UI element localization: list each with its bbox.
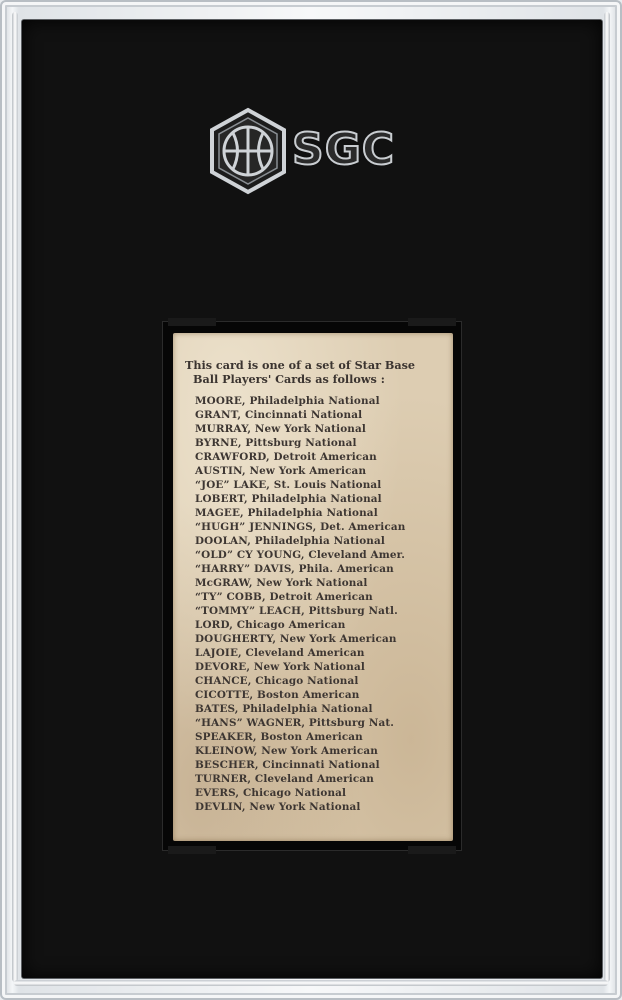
player-entry: DEVLIN, New York National bbox=[195, 801, 361, 813]
holder-tab bbox=[408, 318, 456, 326]
sgc-wordmark: SGC bbox=[292, 124, 396, 175]
player-entry: DEVORE, New York National bbox=[195, 661, 365, 673]
player-entry: MOORE, Philadelphia National bbox=[195, 395, 380, 407]
player-entry: BATES, Philadelphia National bbox=[195, 703, 373, 715]
player-entry: BESCHER, Cincinnati National bbox=[195, 759, 380, 771]
player-entry: BYRNE, Pittsburg National bbox=[195, 437, 357, 449]
slab-left-rail bbox=[12, 12, 18, 982]
card-heading bbox=[185, 358, 443, 386]
player-entry: CRAWFORD, Detroit American bbox=[195, 451, 377, 463]
player-entry: AUSTIN, New York American bbox=[195, 465, 367, 477]
player-entry: “OLD” CY YOUNG, Cleveland Amer. bbox=[195, 549, 406, 561]
slab-right-rail bbox=[604, 12, 610, 982]
player-entry: KLEINOW, New York American bbox=[195, 745, 378, 757]
player-entry: CHANCE, Chicago National bbox=[195, 675, 359, 687]
player-entry: CICOTTE, Boston American bbox=[195, 689, 360, 701]
player-entry: “TOMMY” LEACH, Pittsburg Natl. bbox=[195, 605, 398, 617]
card-heading-line-2: Ball Players' Cards as follows : bbox=[193, 372, 385, 386]
player-entry: MURRAY, New York National bbox=[195, 423, 366, 435]
player-entry: SPEAKER, Boston American bbox=[195, 731, 363, 743]
card-heading-line-1: This card is one of a set of Star Base bbox=[185, 358, 415, 372]
player-entry: “TY” COBB, Detroit American bbox=[195, 591, 373, 603]
player-entry: “JOE” LAKE, St. Louis National bbox=[195, 479, 382, 491]
player-entry: LORD, Chicago American bbox=[195, 619, 346, 631]
holder-tab bbox=[168, 846, 216, 854]
player-entry: DOOLAN, Philadelphia National bbox=[195, 535, 385, 547]
baseball-card-back bbox=[173, 333, 453, 841]
player-list bbox=[195, 394, 443, 814]
slab-bottom-rail bbox=[14, 980, 608, 986]
player-entry: “HANS” WAGNER, Pittsburg Nat. bbox=[195, 717, 395, 729]
player-entry: GRANT, Cincinnati National bbox=[195, 409, 363, 421]
player-entry: EVERS, Chicago National bbox=[195, 787, 347, 799]
player-entry: MAGEE, Philadelphia National bbox=[195, 507, 378, 519]
player-entry: DOUGHERTY, New York American bbox=[195, 633, 397, 645]
player-entry: “HARRY” DAVIS, Phila. American bbox=[195, 563, 394, 575]
holder-tab bbox=[168, 318, 216, 326]
sgc-logo bbox=[206, 106, 426, 196]
player-entry: LOBERT, Philadelphia National bbox=[195, 493, 382, 505]
player-entry: LAJOIE, Cleveland American bbox=[195, 647, 365, 659]
holder-tab bbox=[408, 846, 456, 854]
player-entry: McGRAW, New York National bbox=[195, 577, 368, 589]
player-entry: TURNER, Cleveland American bbox=[195, 773, 374, 785]
player-entry: “HUGH” JENNINGS, Det. American bbox=[195, 521, 406, 533]
baseball-hexagon-icon bbox=[206, 106, 290, 196]
